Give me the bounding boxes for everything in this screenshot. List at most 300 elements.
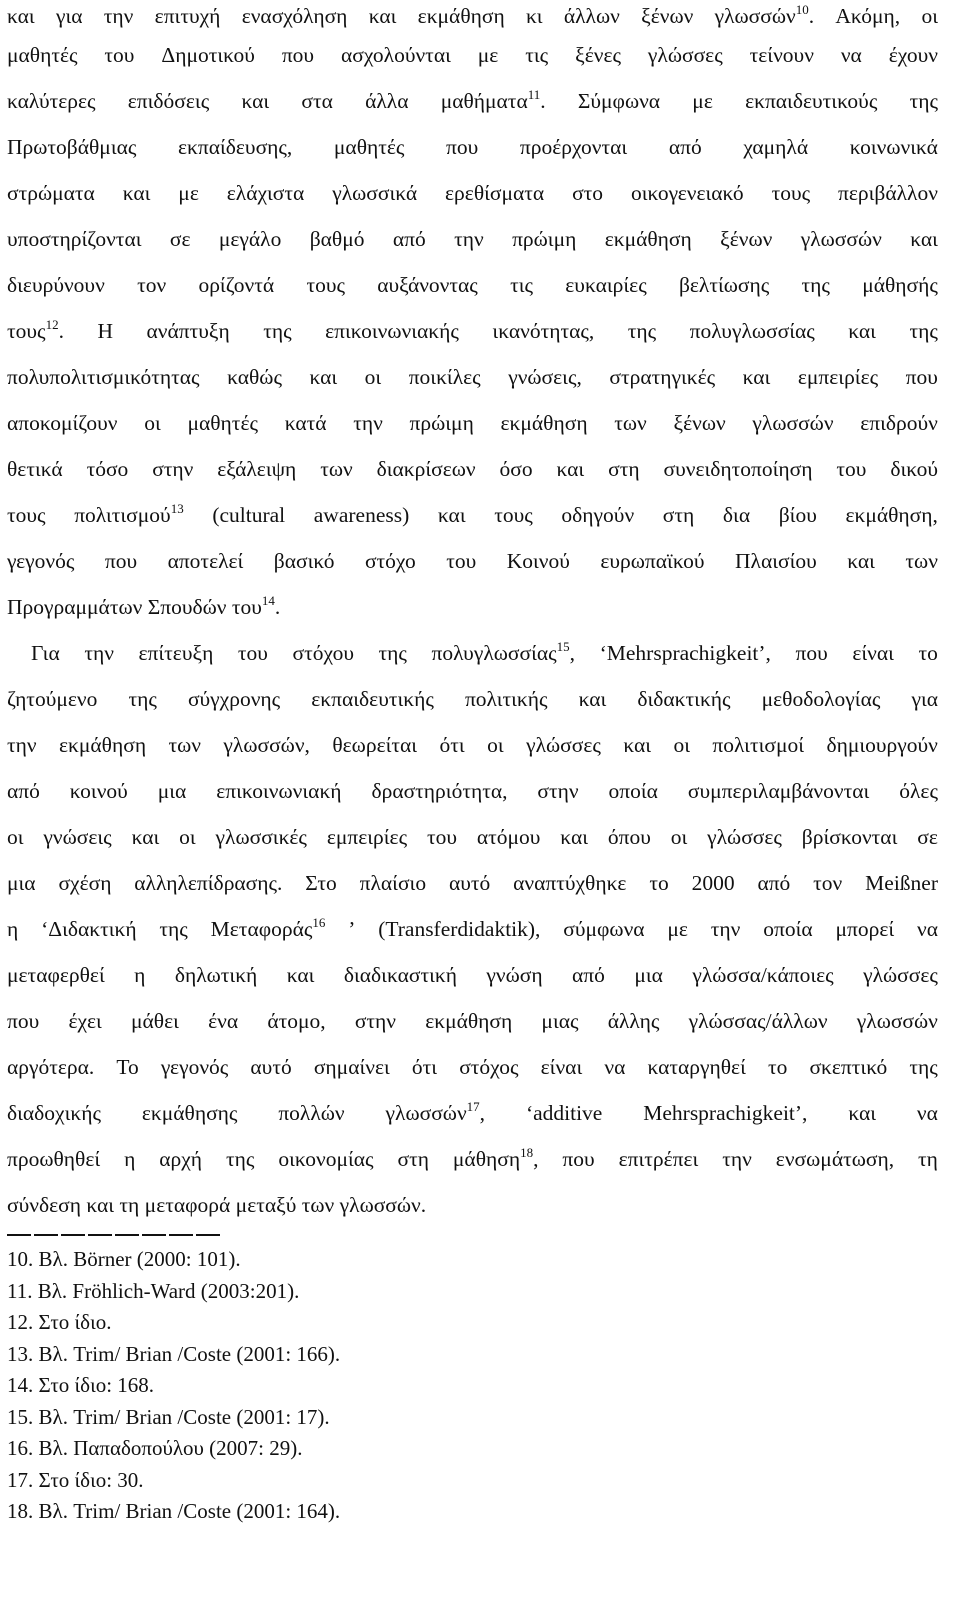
text-line bbox=[7, 1044, 938, 1090]
word: Δημοτικού bbox=[161, 43, 255, 67]
word: αυξάνοντας bbox=[377, 273, 478, 297]
word: που bbox=[905, 365, 938, 389]
word: γεγονός bbox=[160, 1055, 229, 1079]
word: και bbox=[86, 1193, 115, 1217]
word: γλωσσών bbox=[752, 411, 834, 435]
word: μάθηση$^{18}$, bbox=[452, 1145, 539, 1171]
word: και bbox=[368, 4, 397, 28]
word: ξένες bbox=[575, 43, 621, 67]
word: στα bbox=[301, 89, 333, 113]
word: ευκαιρίες bbox=[565, 273, 647, 297]
word: αποκομίζουν bbox=[7, 411, 118, 435]
word: τη bbox=[119, 1193, 140, 1217]
footnote-item: 17. Στο ίδιο: 30. bbox=[7, 1467, 144, 1492]
word: οι bbox=[364, 365, 382, 389]
word: στόχου bbox=[292, 641, 354, 665]
text-line bbox=[7, 492, 938, 538]
word: των bbox=[614, 411, 647, 435]
word: επιτυχή bbox=[154, 4, 221, 28]
word: θετικά bbox=[7, 457, 63, 481]
word: ευρωπαϊκού bbox=[600, 549, 705, 573]
word: καταργηθεί bbox=[647, 1055, 746, 1079]
word: και bbox=[241, 89, 270, 113]
word: είναι bbox=[852, 641, 894, 665]
word: να bbox=[840, 43, 862, 67]
word: της bbox=[159, 917, 188, 941]
word: πολυγλωσσίας bbox=[689, 319, 815, 343]
word: το bbox=[649, 871, 669, 895]
word: τις bbox=[525, 43, 549, 67]
word: τείνουν bbox=[749, 43, 814, 67]
text-line bbox=[7, 124, 938, 170]
word: επικοινωνιακής bbox=[325, 319, 459, 343]
word: της bbox=[627, 319, 657, 343]
word: μαθήματα$^{11}$. bbox=[440, 87, 546, 113]
word: ‘additive bbox=[525, 1101, 603, 1125]
word: εξάλειψη bbox=[217, 457, 297, 481]
word: ότι bbox=[411, 1055, 438, 1079]
word: οι bbox=[487, 733, 504, 757]
text-line bbox=[7, 768, 938, 814]
word: και bbox=[848, 319, 876, 343]
word: στόχο bbox=[364, 549, 416, 573]
footnote-item: 18. Βλ. Trim/ Brian /Coste (2001: 164). bbox=[7, 1499, 341, 1523]
word: τους bbox=[771, 181, 811, 205]
word: που bbox=[795, 641, 828, 665]
word: σύμφωνα bbox=[563, 917, 645, 941]
word: αυτό bbox=[448, 871, 491, 895]
word: μάθησής bbox=[862, 273, 938, 297]
word: πολυπολιτισμικότητας bbox=[7, 365, 200, 389]
word: ξένων bbox=[720, 227, 773, 251]
word: άλλων bbox=[563, 4, 620, 28]
word: την bbox=[454, 227, 484, 251]
word: τον bbox=[137, 273, 167, 297]
word: διαδοχικής bbox=[7, 1101, 101, 1125]
word: να bbox=[916, 917, 938, 941]
word: οι bbox=[921, 4, 938, 28]
paragraph-1 bbox=[7, 0, 938, 630]
word: και bbox=[131, 825, 160, 849]
word: γλώσσα/κάποιες bbox=[692, 963, 834, 987]
word: επιτρέπει bbox=[618, 1147, 699, 1171]
word: σχέση bbox=[58, 871, 112, 895]
word: σε bbox=[917, 825, 938, 849]
word: στη bbox=[397, 1147, 429, 1171]
text-line bbox=[7, 446, 938, 492]
word: Το bbox=[116, 1055, 139, 1079]
word: Κοινού bbox=[506, 549, 570, 573]
word: άλλης bbox=[607, 1009, 660, 1033]
footnote-ref: 10 bbox=[795, 2, 809, 17]
word: Meißner bbox=[865, 871, 938, 895]
word: μάθει bbox=[131, 1009, 179, 1033]
text-line bbox=[7, 78, 938, 124]
word: για bbox=[911, 687, 938, 711]
word: περιβάλλον bbox=[838, 181, 938, 205]
word: μια bbox=[7, 871, 36, 895]
word: του$^{14}$. bbox=[231, 593, 281, 619]
text-line bbox=[7, 906, 938, 952]
word: που bbox=[562, 1147, 595, 1171]
word: οι bbox=[7, 825, 24, 849]
word: Σπουδών bbox=[147, 595, 227, 619]
footnote-item: 15. Βλ. Trim/ Brian /Coste (2001: 17). bbox=[7, 1404, 330, 1429]
word: μιας bbox=[541, 1009, 579, 1033]
word: η bbox=[7, 917, 19, 941]
word: πολλών bbox=[278, 1101, 345, 1125]
word: διαδικαστική bbox=[343, 963, 457, 987]
word: της bbox=[263, 319, 292, 343]
word: γλωσσών bbox=[800, 227, 882, 251]
word: ‘Διδακτική bbox=[41, 917, 137, 941]
word: όσο bbox=[499, 457, 533, 481]
text-line bbox=[7, 952, 938, 998]
word: οικογενειακό bbox=[630, 181, 744, 205]
word: γλωσσών. bbox=[339, 1193, 427, 1217]
word: από bbox=[392, 227, 426, 251]
word: τους bbox=[7, 503, 46, 527]
word: Η bbox=[97, 319, 113, 343]
word: από bbox=[572, 963, 605, 987]
text-line bbox=[7, 400, 938, 446]
word: της bbox=[128, 687, 157, 711]
word: την bbox=[722, 1147, 752, 1171]
word: ‘Mehrsprachigkeit’, bbox=[599, 641, 771, 665]
word: η bbox=[124, 1147, 136, 1171]
word: κατά bbox=[284, 411, 327, 435]
word: στόχος bbox=[459, 1055, 519, 1079]
word: ορίζοντά bbox=[198, 273, 275, 297]
word: των bbox=[905, 549, 938, 573]
word: από bbox=[668, 135, 702, 159]
word: της bbox=[378, 641, 407, 665]
word: γλωσσών bbox=[856, 1009, 938, 1033]
word: (Transferdidaktik), bbox=[378, 917, 541, 941]
word: την bbox=[7, 733, 37, 757]
text-line bbox=[7, 860, 938, 906]
word: βρίσκονται bbox=[801, 825, 898, 849]
word: εμπειρίες bbox=[326, 825, 408, 849]
word: αυτό bbox=[250, 1055, 292, 1079]
word: Πρωτοβάθμιας bbox=[7, 135, 137, 159]
word: χαμηλά bbox=[743, 135, 809, 159]
word: την bbox=[103, 4, 134, 28]
word: του bbox=[426, 825, 457, 849]
word: τον bbox=[813, 871, 843, 895]
word: Μεταφοράς$^{16}$ bbox=[210, 915, 326, 941]
paragraph-2 bbox=[7, 630, 938, 1228]
word: διευρύνουν bbox=[7, 273, 105, 297]
word: άλλα bbox=[365, 89, 409, 113]
word: σε bbox=[169, 227, 191, 251]
word: εκμάθησης bbox=[141, 1101, 238, 1125]
text-line bbox=[7, 1090, 938, 1136]
word: γνώση bbox=[486, 963, 543, 987]
word: δημιουργούν bbox=[826, 733, 938, 757]
word: ερεθίσματα bbox=[445, 181, 545, 205]
word: του bbox=[104, 43, 135, 67]
word: που bbox=[446, 135, 479, 159]
word: τη bbox=[918, 1147, 938, 1171]
word: η bbox=[134, 963, 146, 987]
word: γλώσσες bbox=[707, 825, 782, 849]
word: τις bbox=[510, 273, 534, 297]
word: και bbox=[578, 687, 607, 711]
word: του bbox=[446, 549, 477, 573]
text-line bbox=[7, 0, 938, 32]
word: των bbox=[301, 1193, 335, 1217]
word: το bbox=[918, 641, 938, 665]
footnote-ref: 13 bbox=[170, 501, 184, 516]
word: μαθητές bbox=[187, 411, 258, 435]
word: που bbox=[281, 43, 315, 67]
word: με bbox=[178, 181, 199, 205]
footnote-ref: 16 bbox=[312, 915, 326, 930]
word: ενσωμάτωση, bbox=[775, 1147, 895, 1171]
word: σύνδεση bbox=[7, 1193, 81, 1217]
word: ενασχόληση bbox=[241, 4, 348, 28]
word: καλύτερες bbox=[7, 89, 96, 113]
word: δραστηριότητα, bbox=[371, 779, 508, 803]
word: οι bbox=[144, 411, 161, 435]
footnote-ref: 18 bbox=[520, 1145, 534, 1160]
word: Ακόμη, bbox=[835, 4, 901, 28]
word: βασικό bbox=[273, 549, 335, 573]
word: την bbox=[84, 641, 114, 665]
text-line bbox=[7, 538, 938, 584]
word: στο bbox=[572, 181, 604, 205]
text-line bbox=[7, 630, 938, 676]
footnote-ref: 12 bbox=[45, 317, 59, 332]
word: και bbox=[286, 963, 315, 987]
footnote-ref: 17 bbox=[466, 1099, 480, 1114]
word: εκμάθηση bbox=[425, 1009, 513, 1033]
footnote-ref: 14 bbox=[261, 593, 275, 608]
word: Για bbox=[31, 641, 60, 665]
text-line bbox=[7, 170, 938, 216]
word: γλωσσικά bbox=[332, 181, 418, 205]
word: αποτελεί bbox=[167, 549, 244, 573]
text-line bbox=[7, 584, 938, 630]
word: άτομο, bbox=[267, 1009, 326, 1033]
word: συνειδητοποίηση bbox=[663, 457, 813, 481]
word: τους bbox=[306, 273, 345, 297]
body-text bbox=[7, 0, 938, 1228]
word: δηλωτική bbox=[174, 963, 258, 987]
word: και bbox=[560, 825, 588, 849]
word: πολιτισμού$^{13}$ bbox=[74, 501, 184, 527]
word: μεταφερθεί bbox=[7, 963, 105, 987]
word: προωθηθεί bbox=[7, 1147, 101, 1171]
word: όλες bbox=[899, 779, 938, 803]
text-line bbox=[7, 998, 938, 1044]
word: και bbox=[122, 181, 151, 205]
word: στη bbox=[662, 503, 695, 527]
footnote-ref: 11 bbox=[527, 87, 541, 102]
word: βαθμό bbox=[309, 227, 365, 251]
word: επικοινωνιακή bbox=[216, 779, 342, 803]
word: ποικίλες bbox=[408, 365, 481, 389]
word: και bbox=[910, 227, 938, 251]
word: αρχή bbox=[159, 1147, 203, 1171]
text-line bbox=[7, 1136, 938, 1182]
word: γλώσσας/άλλων bbox=[688, 1009, 828, 1033]
word: πολυγλωσσίας$^{15}$, bbox=[431, 639, 576, 665]
word: και bbox=[848, 1101, 877, 1125]
footnote-ref: 15 bbox=[556, 639, 570, 654]
word: έχουν bbox=[888, 43, 938, 67]
word: μεθοδολογίας bbox=[761, 687, 881, 711]
word: της bbox=[909, 1055, 938, 1079]
word: μια bbox=[634, 963, 663, 987]
word: σημαίνει bbox=[313, 1055, 390, 1079]
word: εκπαιδευτικούς bbox=[745, 89, 878, 113]
text-line bbox=[7, 814, 938, 860]
word: συμπεριλαμβάνονται bbox=[687, 779, 870, 803]
word: διακρίσεων bbox=[376, 457, 476, 481]
word: μια bbox=[157, 779, 187, 803]
word: ότι bbox=[439, 733, 465, 757]
word: μαθητές bbox=[333, 135, 405, 159]
word: γλώσσες bbox=[647, 43, 723, 67]
word: το bbox=[767, 1055, 788, 1079]
footnote-item: 14. Στο ίδιο: 168. bbox=[7, 1373, 155, 1397]
word: αλληλεπίδρασης. bbox=[134, 871, 283, 895]
word: πλαίσιο bbox=[359, 871, 427, 895]
text-line bbox=[7, 676, 938, 722]
word: εκπαιδευτικής bbox=[311, 687, 434, 711]
word: και bbox=[437, 503, 466, 527]
word: πρώιμη bbox=[409, 411, 474, 435]
footnote-item: 13. Βλ. Trim/ Brian /Coste (2001: 166). bbox=[7, 1341, 341, 1366]
word: έχει bbox=[68, 1009, 102, 1033]
footnote-item: 12. Στο ίδιο. bbox=[7, 1310, 112, 1334]
word: awareness) bbox=[313, 503, 410, 527]
word: της bbox=[909, 319, 938, 343]
text-line bbox=[7, 32, 938, 78]
word: ένα bbox=[208, 1009, 239, 1033]
word: και bbox=[556, 457, 585, 481]
word: που bbox=[7, 1009, 40, 1033]
word: και bbox=[309, 365, 338, 389]
word: προέρχονται bbox=[519, 135, 628, 159]
word: γλώσσες bbox=[863, 963, 938, 987]
word: κοινού bbox=[69, 779, 128, 803]
word: του bbox=[237, 641, 268, 665]
word: οι bbox=[673, 733, 690, 757]
word: Προγραμμάτων bbox=[7, 595, 143, 619]
word: και bbox=[742, 365, 771, 389]
word: μεγάλο bbox=[218, 227, 282, 251]
word: τους$^{12}$. bbox=[7, 317, 64, 343]
text-line bbox=[7, 722, 938, 768]
footnote-item: 11. Βλ. Fröhlich-Ward (2003:201). bbox=[7, 1278, 300, 1303]
text-line bbox=[7, 262, 938, 308]
word: εκμάθηση bbox=[604, 227, 692, 251]
word: οικονομίας bbox=[278, 1147, 374, 1171]
word: μεταξύ bbox=[235, 1193, 297, 1217]
word: ξένων bbox=[641, 4, 694, 28]
word: γλωσσών$^{10}$. bbox=[714, 2, 815, 28]
word: είναι bbox=[540, 1055, 583, 1079]
word: της bbox=[801, 273, 830, 297]
word: ελάχιστα bbox=[226, 181, 305, 205]
word: γλωσσών, bbox=[223, 733, 310, 757]
word: κι bbox=[525, 4, 543, 28]
word: αναπτύχθηκε bbox=[513, 871, 627, 895]
word: πολιτισμοί bbox=[712, 733, 805, 757]
word: για bbox=[55, 4, 83, 28]
word: γλώσσες bbox=[526, 733, 601, 757]
word: δικού bbox=[890, 457, 938, 481]
word: ικανότητας, bbox=[492, 319, 595, 343]
word: αργότερα. bbox=[7, 1055, 95, 1079]
footnote-separator bbox=[7, 1234, 938, 1238]
word: και bbox=[623, 733, 652, 757]
word: ξένων bbox=[673, 411, 726, 435]
word: σύγχρονης bbox=[187, 687, 281, 711]
word: την bbox=[353, 411, 383, 435]
word: βίου bbox=[778, 503, 817, 527]
word: εκπαίδευσης, bbox=[178, 135, 293, 159]
word: των bbox=[168, 733, 201, 757]
word: επιδρούν bbox=[860, 411, 938, 435]
word: (cultural bbox=[212, 503, 286, 527]
word: ανάπτυξη bbox=[146, 319, 230, 343]
word: να bbox=[604, 1055, 626, 1079]
word: καθώς bbox=[227, 365, 282, 389]
word: Σύμφωνα bbox=[577, 89, 661, 113]
word: 2000 bbox=[691, 871, 735, 895]
word: και bbox=[847, 549, 875, 573]
word: εκμάθηση bbox=[417, 4, 505, 28]
word: στρώματα bbox=[7, 181, 95, 205]
word: μπορεί bbox=[835, 917, 895, 941]
text-line bbox=[7, 354, 938, 400]
word: ’ bbox=[348, 917, 356, 941]
word: βελτίωσης bbox=[678, 273, 770, 297]
word: γνώσεις bbox=[43, 825, 112, 849]
word: στην bbox=[152, 457, 194, 481]
word: στρατηγικές bbox=[609, 365, 716, 389]
word: οποία bbox=[608, 779, 658, 803]
word: της bbox=[909, 89, 938, 113]
word: όπου bbox=[607, 825, 651, 849]
word: Mehrsprachigkeit’, bbox=[643, 1101, 808, 1125]
word: την bbox=[710, 917, 741, 941]
word: πρώιμη bbox=[512, 227, 577, 251]
word: με bbox=[667, 917, 688, 941]
word: μεταφορά bbox=[144, 1193, 231, 1217]
word: γλωσσικές bbox=[215, 825, 307, 849]
word: μαθητές bbox=[7, 43, 78, 67]
word: εκμάθηση bbox=[500, 411, 588, 435]
word: οδηγούν bbox=[561, 503, 635, 527]
word: εμπειρίες bbox=[797, 365, 879, 389]
footnote-item: 16. Βλ. Παπαδοπούλου (2007: 29). bbox=[7, 1436, 303, 1460]
word: θεωρείται bbox=[332, 733, 418, 757]
word: εκμάθηση, bbox=[845, 503, 938, 527]
word: από bbox=[757, 871, 791, 895]
word: στη bbox=[608, 457, 640, 481]
word: ζητούμενο bbox=[7, 687, 98, 711]
text-line bbox=[7, 216, 938, 262]
word: των bbox=[320, 457, 353, 481]
word: με bbox=[692, 89, 713, 113]
word: στην bbox=[537, 779, 579, 803]
word: στην bbox=[354, 1009, 397, 1033]
